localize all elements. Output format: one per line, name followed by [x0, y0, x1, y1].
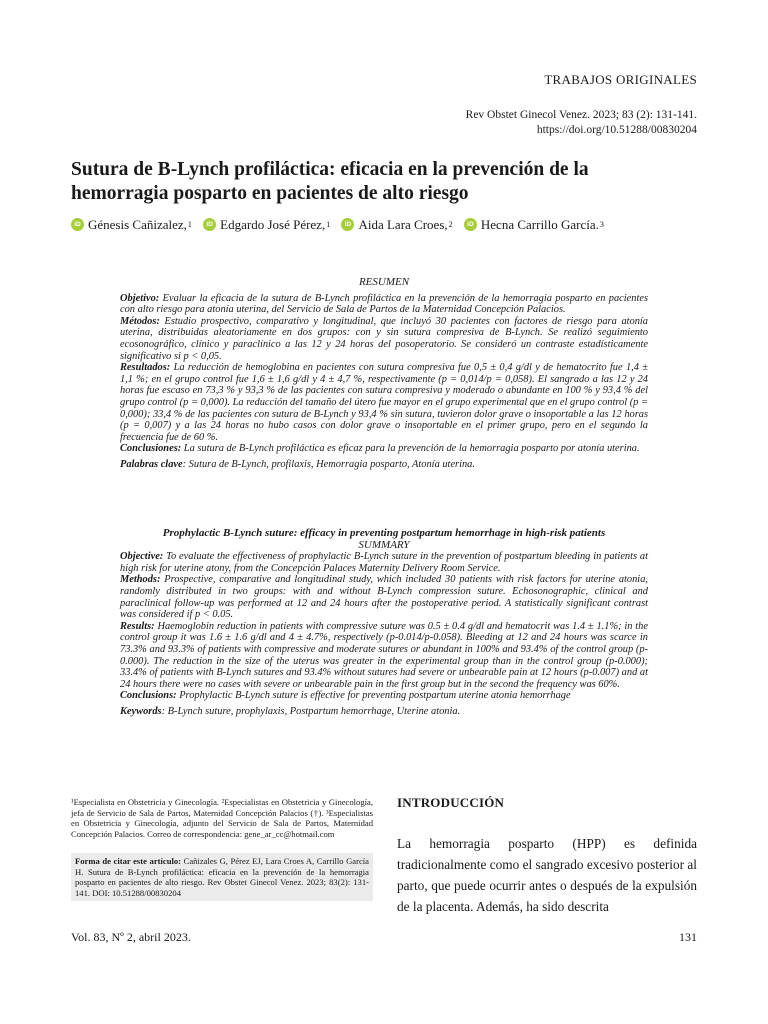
summary-heading: SUMMARY — [358, 538, 410, 551]
affiliations-footnote: ¹Especialista en Obstetricia y Ginecología. ²Especialistas en Obstetricia y Ginecología, jefa de Servicio de Sala de Partos, Maternidad Concepción Palacios (†). ³Especialistas en Obstetricia y Ginecología, adjunto del Servicio de Sala de Partos, Maternidad Concepción Palacios. Correo de correspondencia: gene_ar_cc@hotmail.com — [71, 797, 373, 839]
resumen-resultados: Resultados: La reducción de hemoglobina en pacientes con sutura compresiva fue 0,5 ± 0,4 g/dl y de hematocrito fue 1,4 ± 1,1 %; en el grupo control fue 1,6 ± 1,6 g/dl y 4 ± 4,7 %, respectivamente (p = 0,014/p = 0,058). El sangrado a las 12 y 24 horas fue escaso en 73,3 % y 93,3 % de las pacientes con sutura compresiva y moderado o abundante en 100 % y 93,4 % del grupo control (p = 0,000). La reducción del tamaño del útero fue mayor en el grupo experimental que en el grupo control (p = 0,000); 33,4 % de las pacientes con sutura de B-Lynch y 93,4 % sin sutura, tuvieron dolor grave o insoportable a las 12 horas (p = 0,007) y a las 24 horas no hubo casos con dolor grave o insoportable en el primer grupo, pero en el segundo la frecuencia fue de 60 %. — [120, 362, 648, 443]
how-to-cite-box — [71, 853, 373, 901]
author-4[interactable] — [464, 217, 604, 233]
affiliation-number: 1 — [326, 220, 331, 229]
summary-objective: Objective: To evaluate the effectiveness of prophylactic B-Lynch suture in the prevention of postpartum bleeding in patients at high risk for uterine atony, from the Concepción Palaces Maternity Delivery Room Service. — [120, 551, 648, 574]
english-title: Prophylactic B-Lynch suture: efficacy in preventing postpartum hemorrhage in high-risk patients — [162, 527, 606, 539]
orcid-icon[interactable]: iD — [341, 218, 354, 231]
author-list — [71, 214, 711, 233]
cite-text: Cañizales G, Pérez EJ, Lara Croes A, Carrillo García H. Sutura de B-Lynch profiláctica: eficacia en la prevención de la hemorragia posparto en pacientes de alto riesgo. Rev Obstet Ginecol Venez. 2023; 83(2): 131-141. DOI: 10.51288/00830204 — [75, 856, 369, 898]
affiliation-number: 3 — [599, 220, 604, 229]
summary-block — [120, 528, 648, 718]
author-1[interactable] — [71, 217, 192, 233]
affiliation-number: 1 — [187, 220, 192, 229]
author-2[interactable] — [203, 217, 330, 233]
resumen-conclusiones: Conclusiones: La sutura de B-Lynch profiláctica es eficaz para la prevención de la hemorragia posparto por atonía uterina. — [120, 443, 640, 455]
author-name: Aida Lara Croes, — [358, 216, 448, 232]
cite-label: Forma de citar este artículo: — [75, 856, 182, 866]
doi-link[interactable]: https://doi.org/10.51288/00830204 — [536, 124, 697, 136]
resumen-block — [120, 277, 648, 471]
affiliation-number: 2 — [448, 220, 453, 229]
article-title: Sutura de B-Lynch profiláctica: eficacia en la prevención de la hemorragia posparto en pacientes de alto riesgo — [71, 159, 589, 204]
author-name: Edgardo José Pérez, — [220, 216, 326, 232]
resumen-metodos: Métodos: Estudio prospectivo, comparativo y longitudinal, que incluyó 30 pacientes con factores de riesgo para atonía uterina, distribuidas aleatoriamente en dos grupos: con y sin sutura compresiva de B-Lynch. Se realizó seguimiento ecosonográfico, clínico y paraclínico a las 12 y 24 horas del posoperatorio. Se consideró un contraste estadísticamente significativo si p < 0,05. — [120, 315, 648, 362]
palabras-clave: Palabras clave: Sutura de B-Lynch, profilaxis, Hemorragia posparto, Atonía uterina. — [120, 458, 475, 470]
journal-reference: Rev Obstet Ginecol Venez. 2023; 83 (2): 131-141. — [465, 109, 697, 121]
keywords: Keywords: B-Lynch suture, prophylaxis, Postpartum hemorrhage, Uterine atonia. — [120, 705, 461, 717]
summary-methods: Methods: Prospective, comparative and longitudinal study, which included 30 patients with risk factors for uterine atonia, randomly distributed in two groups: with and without B-Lynch compression suture. Echosonographic, clinical and paraclinical follow-up was performed at 12 and 24 hours after the postoperative period. A statistically significant contrast was considered if p < 0.05. — [120, 574, 648, 621]
footer-volume: Vol. 83, Nº 2, abril 2023. — [71, 930, 191, 944]
resumen-objetivo: Objetivo: Evaluar la eficacia de la sutura de B-Lynch profiláctica en la prevención de la hemorragia posparto en pacientes con alto riesgo para atonía uterina, del Servicio de Sala de Partos de la Maternidad Concepción Palacios. — [120, 292, 648, 316]
introduction-heading: INTRODUCCIÓN — [397, 795, 505, 810]
orcid-icon[interactable]: iD — [203, 218, 216, 231]
author-3[interactable] — [341, 217, 452, 233]
author-name: Génesis Cañizalez, — [88, 216, 187, 232]
orcid-icon[interactable]: iD — [71, 218, 84, 231]
journal-citation — [277, 108, 697, 138]
resumen-heading: RESUMEN — [358, 276, 410, 288]
orcid-icon[interactable]: iD — [464, 218, 477, 231]
page-number: 131 — [679, 930, 697, 944]
author-name: Hecna Carrillo García. — [480, 216, 599, 232]
summary-results: Results: Haemoglobin reduction in patients with compressive suture was 0.5 ± 0.4 g/dl and hematocrit was 1.4 ± 1.1%; in the control group it was 1.6 ± 1.6 g/dl and 4 ± 4.7%, respectively (p-0.014/p-0.058). Bleeding at 12 and 24 hours was scarce in 73.3% and 93.3% of patients with compressive and moderate sutures or abundant in 100% and 93.4% of the control group (p-0.000). The reduction in the size of the uterus was greater in the experimental group than in the control group (p-0.000); 33.4% of patients with B-Lynch sutures and 93.4% without sutures had severe or unbearable pain at 12 hours (p-0.007) and at 24 hours there were no cases with severe or unbearable pain in the first group but in the second the frequency was 60%. — [120, 620, 648, 690]
section-label: TRABAJOS ORIGINALES — [544, 72, 697, 87]
introduction-text: La hemorragia posparto (HPP) es definida tradicionalmente como el sangrado excesivo posterior al parto, que puede ocurrir antes o después de la expulsión de la placenta. Además, ha sido descrita — [397, 836, 697, 914]
summary-conclusions: Conclusions: Prophylactic B-Lynch suture is effective for preventing postpartum uterine atonia hemorrhage — [120, 690, 571, 702]
